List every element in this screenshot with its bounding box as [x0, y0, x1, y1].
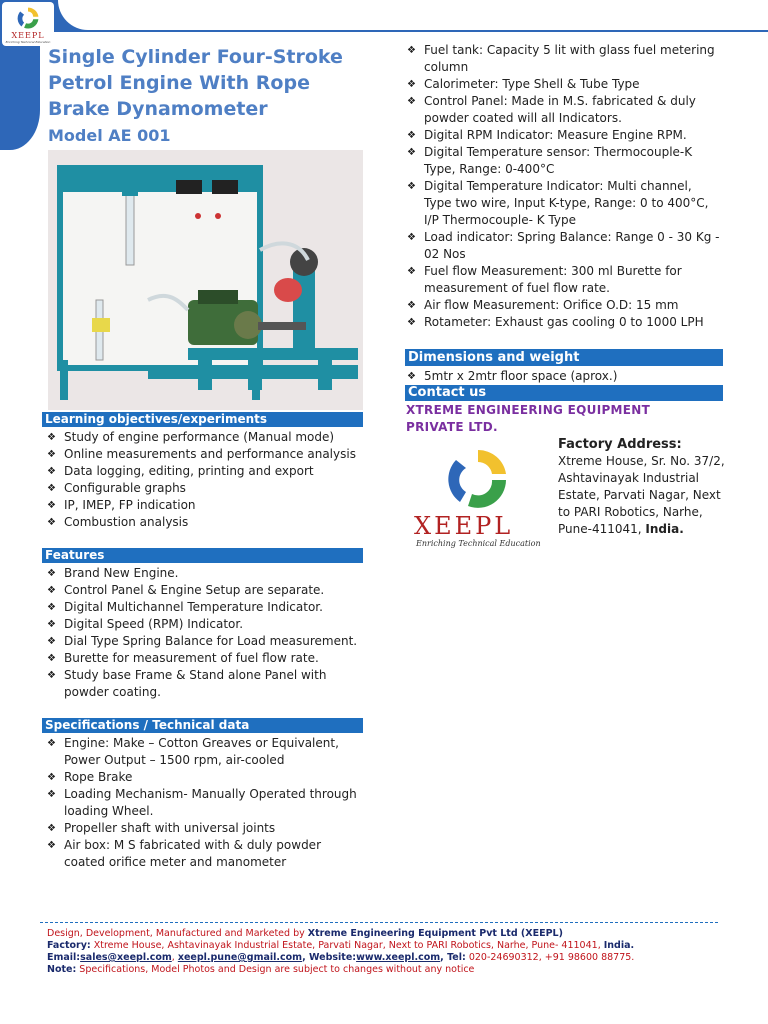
- list-item: ❖ Digital Multichannel Temperature Indicator.: [45, 599, 365, 616]
- xeepl-swirl-icon: [15, 5, 41, 31]
- company-logo-brand: XEEPL: [414, 512, 514, 540]
- footer-company-name: Xtreme Engineering Equipment Pvt Ltd (XEEPL): [307, 928, 563, 939]
- list-item: ❖ IP, IMEP, FP indication: [45, 497, 365, 514]
- list-item: ❖ Fuel tank: Capacity 5 lit with glass fuel metering column: [405, 42, 723, 76]
- header-logo-brand: XEEPL: [11, 31, 45, 40]
- header-logo-tagline: Enriching Technical Education: [5, 40, 51, 44]
- learning-objectives-heading: Learning objectives/experiments: [42, 412, 363, 427]
- website-link[interactable]: www.xeepl.com: [356, 952, 441, 963]
- list-item: ❖ Air box: M S fabricated with & duly powder coated orifice meter and manometer: [45, 837, 365, 871]
- learning-objectives-list: [45, 429, 365, 531]
- dimensions-list: [405, 368, 723, 385]
- list-item: ❖ Online measurements and performance analysis: [45, 446, 365, 463]
- footer-separator: ,: [171, 952, 178, 963]
- list-item: ❖ Digital Temperature sensor: Thermocouple-K Type, Range: 0-400°C: [405, 144, 723, 178]
- footer-line-contact: [47, 952, 747, 964]
- factory-address-heading: Factory Address:: [558, 437, 682, 452]
- footer-line-note: [47, 964, 747, 976]
- company-name: XTREME ENGINEERING EQUIPMENT PRIVATE LTD.: [406, 403, 651, 434]
- list-item: ❖ Load indicator: Spring Balance: Range 0 - 30 Kg - 02 Nos: [405, 229, 723, 263]
- footer-line-credits: [47, 928, 747, 940]
- list-item: ❖ Study base Frame & Stand alone Panel with powder coating.: [45, 667, 365, 701]
- factory-address-country: India.: [645, 522, 684, 536]
- list-item: ❖ Calorimeter: Type Shell & Tube Type: [405, 76, 723, 93]
- footer-note-label: Note:: [47, 964, 77, 975]
- specifications-heading: Specifications / Technical data: [42, 718, 363, 733]
- sales-email-link[interactable]: sales@xeepl.com: [80, 952, 172, 963]
- features-list: [45, 565, 365, 701]
- product-photo: [48, 150, 363, 410]
- specifications-list-continued: [405, 42, 723, 331]
- list-item: ❖ Digital Speed (RPM) Indicator.: [45, 616, 365, 633]
- list-item: ❖ Digital RPM Indicator: Measure Engine RPM.: [405, 127, 723, 144]
- footer-line-factory: [47, 940, 747, 952]
- page-title: Single Cylinder Four-Stroke Petrol Engine With Rope Brake Dynamometer: [48, 46, 343, 120]
- footer-website-label: , Website:: [302, 952, 357, 963]
- features-heading: Features: [42, 548, 363, 563]
- contact-heading: Contact us: [405, 385, 723, 401]
- list-item: ❖ Digital Temperature Indicator: Multi channel, Type two wire, Input K-type, Range: 0 to 400°C, I/P Thermocouple- K Type: [405, 178, 723, 229]
- footer-factory-label: Factory:: [47, 940, 91, 951]
- footer-tel-label: , Tel:: [440, 952, 466, 963]
- header-logo: [2, 2, 54, 46]
- list-item: ❖ Study of engine performance (Manual mode): [45, 429, 365, 446]
- company-logo: [412, 446, 542, 556]
- footer-divider: [40, 922, 718, 923]
- footer: [47, 928, 747, 976]
- list-item: ❖ Control Panel & Engine Setup are separate.: [45, 582, 365, 599]
- list-item: ❖ 5mtr x 2mtr floor space (aprox.): [405, 368, 723, 385]
- footer-telephone: 020-24690312, +91 98600 88775.: [465, 952, 635, 963]
- list-item: ❖ Brand New Engine.: [45, 565, 365, 582]
- list-item: ❖ Data logging, editing, printing and export: [45, 463, 365, 480]
- list-item: ❖ Propeller shaft with universal joints: [45, 820, 365, 837]
- list-item: ❖ Dial Type Spring Balance for Load measurement.: [45, 633, 365, 650]
- list-item: ❖ Fuel flow Measurement: 300 ml Burette for measurement of fuel flow rate.: [405, 263, 723, 297]
- list-item: ❖ Burette for measurement of fuel flow rate.: [45, 650, 365, 667]
- list-item: ❖ Engine: Make – Cotton Greaves or Equivalent, Power Output – 1500 rpm, air-cooled: [45, 735, 365, 769]
- pune-email-link[interactable]: xeepl.pune@gmail.com: [177, 952, 303, 963]
- footer-factory-country: India.: [603, 940, 635, 951]
- model-number: Model AE 001: [48, 126, 171, 145]
- list-item: ❖ Configurable graphs: [45, 480, 365, 497]
- company-logo-tagline: Enriching Technical Education: [416, 539, 541, 548]
- factory-address: [558, 436, 728, 538]
- dimensions-heading: Dimensions and weight: [405, 349, 723, 366]
- footer-email-label: Email:: [47, 952, 81, 963]
- list-item: ❖ Air flow Measurement: Orifice O.D: 15 mm: [405, 297, 723, 314]
- specifications-list: [45, 735, 365, 871]
- footer-factory-text: Xtreme House, Ashtavinayak Industrial Estate, Parvati Nagar, Next to PARI Robotics, Narhe, Pune- 411041,: [90, 940, 604, 951]
- xeepl-swirl-icon: [438, 446, 518, 510]
- list-item: ❖ Rotameter: Exhaust gas cooling 0 to 1000 LPH: [405, 314, 723, 331]
- footer-credits-prefix: Design, Development, Manufactured and Marketed by: [47, 928, 308, 939]
- engine-test-rig-image: [48, 150, 363, 410]
- list-item: ❖ Loading Mechanism- Manually Operated through loading Wheel.: [45, 786, 365, 820]
- footer-note-text: Specifications, Model Photos and Design are subject to changes without any notice: [76, 964, 475, 975]
- list-item: ❖ Rope Brake: [45, 769, 365, 786]
- factory-address-text: Xtreme House, Sr. No. 37/2, Ashtavinayak Industrial Estate, Parvati Nagar, Next to PARI Robotics, Narhe, Pune-411041,: [558, 454, 725, 536]
- list-item: ❖ Combustion analysis: [45, 514, 365, 531]
- top-banner-curve: [58, 0, 768, 30]
- list-item: ❖ Control Panel: Made in M.S. fabricated & duly powder coated will all Indicators.: [405, 93, 723, 127]
